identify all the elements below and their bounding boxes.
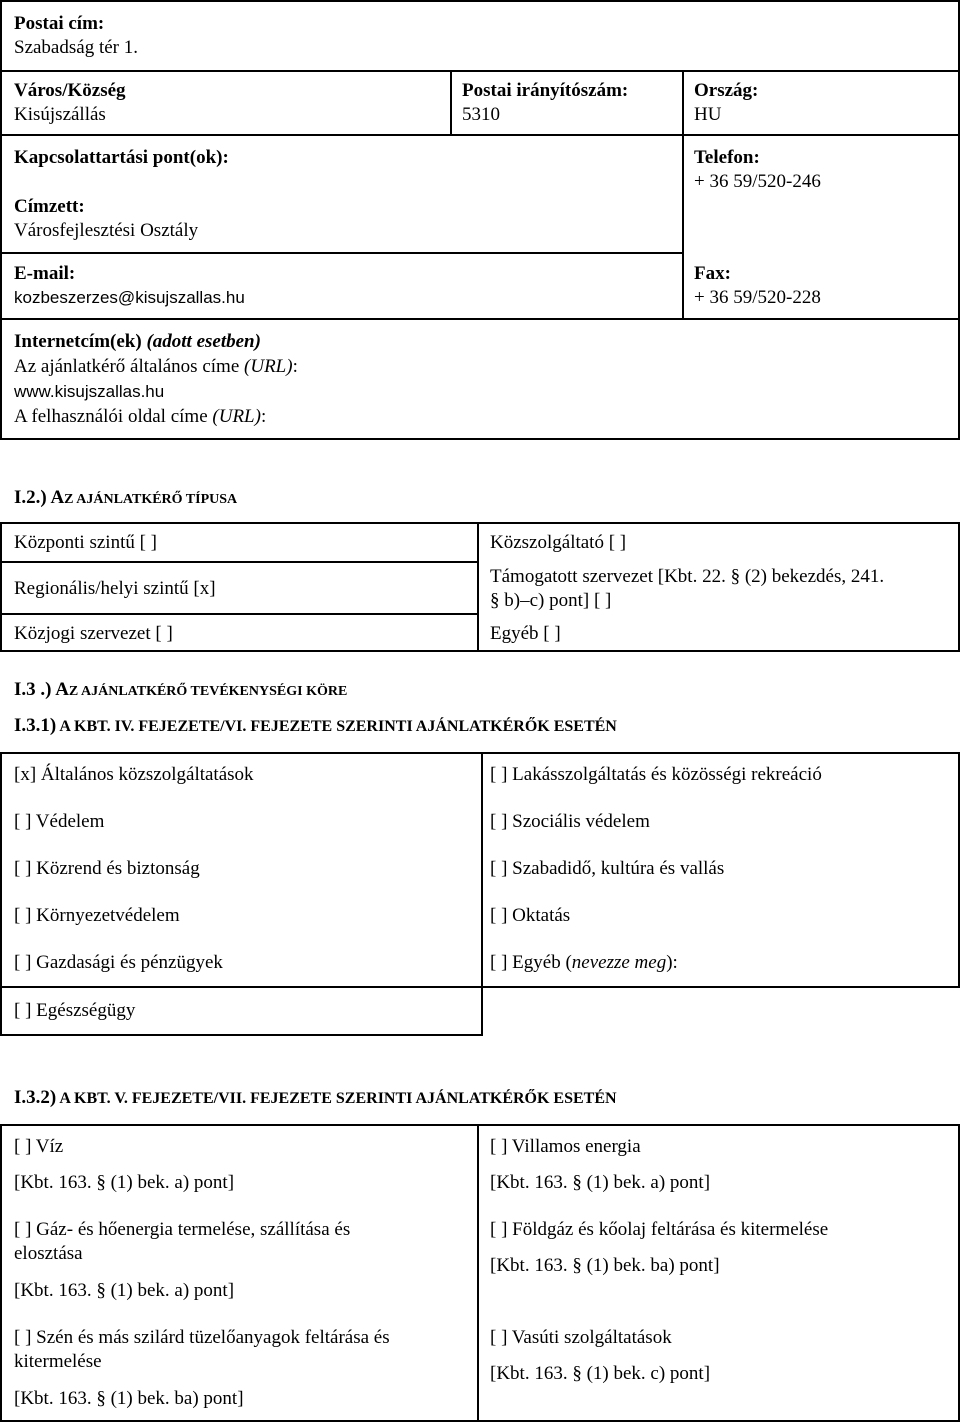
url-note: (URL)	[212, 406, 261, 427]
option-subsidised[interactable]: Támogatott szervezet [Kbt. 22. § (2) bekezdés, 241.	[490, 566, 885, 587]
phone-label: Telefon:	[694, 147, 760, 168]
phone-value: + 36 59/520-246	[694, 171, 821, 192]
email-label: E-mail:	[14, 263, 76, 284]
option-other[interactable]: Egyéb [ ]	[490, 623, 561, 644]
addressee-label: Címzett:	[14, 196, 85, 217]
utility-oil-gas-ref: [Kbt. 163. § (1) bek. ba) pont]	[490, 1255, 720, 1276]
activity-housing[interactable]: [ ] Lakásszolgáltatás és közösségi rekreáció	[490, 764, 822, 785]
fax-value: + 36 59/520-228	[694, 287, 821, 308]
fax-label: Fax:	[694, 263, 731, 284]
section-i3-heading	[14, 679, 347, 703]
utility-gas-heat[interactable]: [ ] Gáz- és hőenergia termelése, szállítása és	[14, 1219, 351, 1240]
table-divider	[0, 561, 477, 563]
activity-economic[interactable]: [ ] Gazdasági és pénzügyek	[14, 952, 223, 973]
table-divider	[0, 613, 477, 615]
utility-gas-heat-cont: elosztása	[14, 1243, 83, 1264]
section-title-cap: A	[50, 487, 65, 508]
option-regional[interactable]: Regionális/helyi szintű [x]	[14, 578, 216, 599]
email-value[interactable]: kozbeszerzes@kisujszallas.hu	[14, 288, 245, 307]
utility-coal-ref: [Kbt. 163. § (1) bek. ba) pont]	[14, 1388, 244, 1409]
contact-point-label: Kapcsolattartási pont(ok):	[14, 147, 229, 168]
address-divider	[450, 70, 452, 134]
activity-health[interactable]: [ ] Egészségügy	[14, 1000, 136, 1021]
table-divider	[477, 522, 479, 652]
subsection-number: I.3.1)	[14, 715, 57, 736]
buyer-profile-line	[14, 405, 266, 429]
activity-public-order[interactable]: [ ] Közrend és biztonság	[14, 858, 200, 879]
subsection-number: I.3.2)	[14, 1087, 57, 1108]
utility-railway-ref: [Kbt. 163. § (1) bek. c) pont]	[490, 1363, 711, 1384]
activity-other-prefix: [ ] Egyéb (	[490, 952, 572, 973]
postcode-value: 5310	[462, 104, 500, 125]
internet-heading	[14, 330, 261, 354]
postal-address-label: Postai cím:	[14, 13, 105, 34]
buyer-profile-text: A felhasználói oldal címe	[14, 406, 208, 427]
country-label: Ország:	[694, 80, 759, 101]
utility-activity-table	[0, 1124, 960, 1422]
utility-gas-heat-ref: [Kbt. 163. § (1) bek. a) pont]	[14, 1280, 235, 1301]
postcode-label: Postai irányítószám:	[462, 80, 629, 101]
section-title: Z AJÁNLATKÉRŐ TÍPUSA	[64, 492, 238, 507]
section-number: I.2.)	[14, 487, 47, 508]
utility-oil-gas[interactable]: [ ] Földgáz és kőolaj feltárása és kitermelése	[490, 1219, 829, 1240]
address-divider	[682, 70, 684, 318]
option-subsidised-cont[interactable]: § b)–c) pont] [ ]	[490, 590, 612, 611]
section-i2-heading	[14, 487, 237, 511]
section-number: I.3 .)	[14, 679, 52, 700]
utility-water-ref: [Kbt. 163. § (1) bek. a) pont]	[14, 1172, 235, 1193]
city-label: Város/Község	[14, 80, 126, 101]
address-divider	[0, 70, 960, 72]
option-utility[interactable]: Közszolgáltató [ ]	[490, 532, 627, 553]
subsection-title: A KBT. IV. FEJEZETE/VI. FEJEZETE SZERINTI AJÁNLATKÉRŐK ESETÉN	[59, 718, 617, 735]
utility-electricity-ref: [Kbt. 163. § (1) bek. a) pont]	[490, 1172, 711, 1193]
utility-electricity[interactable]: [ ] Villamos energia	[490, 1136, 641, 1157]
activity-other-suffix: ):	[666, 952, 678, 973]
activity-other-note: nevezze meg	[571, 952, 667, 973]
url-colon: :	[260, 406, 267, 427]
section-title-cap: A	[55, 679, 69, 700]
activity-recreation[interactable]: [ ] Szabadidő, kultúra és vallás	[490, 858, 725, 879]
postal-address-value: Szabadság tér 1.	[14, 37, 138, 58]
option-central[interactable]: Központi szintű [ ]	[14, 532, 158, 553]
utility-railway[interactable]: [ ] Vasúti szolgáltatások	[490, 1327, 672, 1348]
option-public-law[interactable]: Közjogi szervezet [ ]	[14, 623, 173, 644]
address-divider	[0, 134, 960, 136]
address-divider	[0, 252, 682, 254]
activity-general-services[interactable]: [x] Általános közszolgáltatások	[14, 764, 254, 785]
table-divider	[481, 752, 483, 1036]
activity-other[interactable]	[490, 951, 678, 975]
section-title: Z AJÁNLATKÉRŐ TEVÉKENYSÉGI KÖRE	[68, 684, 348, 699]
table-divider	[0, 986, 2, 1036]
address-divider	[0, 318, 960, 320]
subsection-title: A KBT. V. FEJEZETE/VII. FEJEZETE SZERINTI AJÁNLATKÉRŐK ESETÉN	[59, 1090, 617, 1107]
addressee-value: Városfejlesztési Osztály	[14, 220, 199, 241]
subsection-i32-heading	[14, 1087, 617, 1110]
general-address-value[interactable]: www.kisujszallas.hu	[14, 382, 165, 401]
internet-label: Internetcím(ek)	[14, 331, 142, 352]
url-note: (URL)	[244, 356, 293, 377]
table-divider	[477, 1124, 479, 1422]
general-address-line	[14, 355, 298, 379]
country-value: HU	[694, 104, 722, 125]
utility-water[interactable]: [ ] Víz	[14, 1136, 64, 1157]
general-address-text: Az ajánlatkérő általános címe	[14, 356, 240, 377]
activity-defence[interactable]: [ ] Védelem	[14, 811, 105, 832]
table-divider	[0, 1034, 483, 1036]
activity-education[interactable]: [ ] Oktatás	[490, 905, 571, 926]
subsection-i31-heading	[14, 715, 617, 738]
city-value: Kisújszállás	[14, 104, 106, 125]
internet-label-note: (adott esetben)	[146, 331, 261, 352]
url-colon: :	[292, 356, 298, 377]
utility-coal[interactable]: [ ] Szén és más szilárd tüzelőanyagok feltárása és	[14, 1327, 390, 1348]
activity-social[interactable]: [ ] Szociális védelem	[490, 811, 650, 832]
activity-environment[interactable]: [ ] Környezetvédelem	[14, 905, 180, 926]
utility-coal-cont: kitermelése	[14, 1351, 102, 1372]
